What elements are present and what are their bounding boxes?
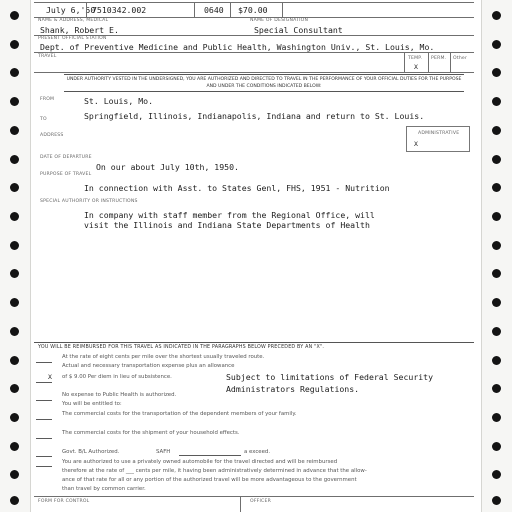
check-blank: [36, 362, 52, 363]
feed-hole: [10, 298, 19, 307]
feed-hole: [492, 413, 501, 422]
safh-blank: [179, 455, 241, 456]
perm-label: PERM.: [431, 56, 447, 61]
rule: [34, 52, 474, 53]
from-label: FROM: [40, 97, 55, 102]
footer-right-label: OFFICER: [250, 499, 271, 504]
purpose-value: In connection with Asst. to States Genl, FHS, 1951 - Nutrition: [84, 183, 390, 193]
temp-label: TEMP.: [408, 56, 423, 61]
check-blank: [36, 419, 52, 420]
feed-hole: [10, 269, 19, 278]
reimbursement-heading: YOU WILL BE REIMBURSED FOR THIS TRAVEL AS INDICATED IN THE PARAGRAPHS BELOW PRECEDED BY AN "X".: [38, 345, 325, 350]
departure-label: DATE OF DEPARTURE: [40, 155, 92, 160]
feed-hole: [10, 126, 19, 135]
to-value: Springfield, Illinois, Indianapolis, Indiana and return to St. Louis.: [84, 111, 425, 121]
feed-hole: [10, 241, 19, 250]
feed-hole: [10, 97, 19, 106]
amount-value: $70.00: [238, 5, 268, 15]
exceed-text: a exceed.: [244, 449, 271, 455]
feed-hole: [492, 155, 501, 164]
mileage-text: At the rate of eight cents per mile over the shortest usually traveled route.: [62, 354, 265, 360]
admin-mark: X: [414, 140, 418, 148]
departure-value: On our about July 10th, 1950.: [96, 162, 239, 172]
per-diem-mark: X: [48, 373, 52, 381]
temp-mark: X: [414, 63, 418, 71]
rule: [428, 52, 429, 72]
dependents-text: The commercial costs for the transportation of the dependent members of your family.: [62, 411, 297, 417]
rule: [230, 2, 231, 17]
feed-hole: [492, 327, 501, 336]
check-blank: [36, 400, 52, 401]
feed-hole: [10, 356, 19, 365]
household-text: The commercial costs for the shipment of your household effects.: [62, 430, 240, 436]
name-label: NAME & ADDRESS, MEDICAL: [38, 18, 109, 23]
feed-hole: [10, 413, 19, 422]
rule: [34, 342, 474, 343]
tractor-strip-right: [481, 0, 512, 512]
subject-line-2: Administrators Regulations.: [226, 384, 360, 394]
auto-line-4: than travel by common carrier.: [62, 486, 146, 492]
tractor-strip-left: [0, 0, 31, 512]
rule: [282, 2, 283, 17]
actual-expense-text: Actual and necessary transportation expense plus an allowance: [62, 363, 235, 369]
feed-hole: [492, 470, 501, 479]
rule: [194, 2, 195, 17]
feed-hole: [10, 384, 19, 393]
special-line-1: In company with staff member from the Regional Office, will: [84, 210, 375, 220]
feed-hole: [10, 327, 19, 336]
subject-line-1: Subject to limitations of Federal Security: [226, 372, 434, 382]
feed-hole: [10, 212, 19, 221]
rule: [450, 52, 451, 72]
feed-hole: [10, 68, 19, 77]
address-label: ADDRESS: [40, 133, 64, 138]
special-label: SPECIAL AUTHORITY OR INSTRUCTIONS: [40, 199, 138, 204]
designation-value: Special Consultant: [254, 25, 343, 35]
feed-hole: [10, 11, 19, 20]
feed-hole: [10, 183, 19, 192]
designation-label: NAME OF DESIGNATION: [250, 18, 309, 23]
other-label: Other: [453, 56, 468, 61]
check-blank: [36, 456, 52, 457]
rule: [404, 52, 405, 72]
code-value: 0640: [204, 5, 224, 15]
station-label: PRESENT OFFICIAL STATION: [38, 36, 107, 41]
feed-hole: [492, 356, 501, 365]
travel-authorization-form: [34, 0, 474, 512]
rule: [240, 496, 241, 512]
feed-hole: [10, 155, 19, 164]
safh-text: SAFH: [156, 449, 171, 455]
feed-hole: [10, 470, 19, 479]
rule: [34, 72, 474, 73]
feed-hole: [492, 269, 501, 278]
special-line-2: visit the Illinois and Indiana State Departments of Health: [84, 220, 370, 230]
check-blank: [36, 466, 52, 467]
check-blank: [36, 438, 52, 439]
rule: [86, 2, 87, 17]
from-value: St. Louis, Mo.: [84, 96, 154, 106]
admin-box: [406, 126, 470, 152]
feed-hole: [492, 183, 501, 192]
to-label: TO: [40, 117, 47, 122]
feed-hole: [492, 384, 501, 393]
feed-hole: [492, 97, 501, 106]
rule: [34, 2, 474, 3]
feed-hole: [10, 496, 19, 505]
admin-label: ADMINISTRATIVE: [418, 131, 460, 136]
feed-hole: [492, 212, 501, 221]
travel-label: TRAVEL: [38, 54, 57, 59]
no-expense-text: No expense to Public Health is authorized.: [62, 392, 177, 398]
feed-hole: [492, 241, 501, 250]
entitled-text: You will be entitled to:: [62, 401, 122, 407]
feed-hole: [492, 68, 501, 77]
feed-hole: [492, 126, 501, 135]
rule: [34, 496, 474, 497]
feed-hole: [492, 11, 501, 20]
feed-hole: [492, 496, 501, 505]
feed-hole: [10, 442, 19, 451]
station-value: Dept. of Preventive Medicine and Public Health, Washington Univ., St. Louis, Mo.: [40, 42, 435, 52]
appropriation-value: 7510342.002: [92, 5, 147, 15]
purpose-label: PURPOSE OF TRAVEL: [40, 172, 92, 177]
auto-line-2: therefore at the rate of ___ cents per mile, it having been administratively determined in advance that the allow-: [62, 468, 367, 474]
auto-line-3: ance of that rate for all or any portion of the authorized travel will be more advantageous to the government: [62, 477, 357, 483]
per-diem-text: of $ 9.00 Per diem in lieu of subsistence.: [62, 374, 172, 380]
feed-hole: [492, 298, 501, 307]
name-value: Shank, Robert E.: [40, 25, 119, 35]
check-blank: [36, 382, 52, 383]
footer-left-label: FORM FOR CONTROL: [38, 499, 90, 504]
date-value: July 6,'50: [46, 5, 96, 15]
auto-line-1: You are authorized to use a privately owned automobile for the travel directed and will be reimbursed: [62, 459, 338, 465]
feed-hole: [492, 442, 501, 451]
authority-statement: UNDER AUTHORITY VESTED IN THE UNDERSIGNED, YOU ARE AUTHORIZED AND DIRECTED TO TRAVEL IN THE PERFORMANCE OF YOUR OFFICIAL DUTIES FOR THE PURPOSE AND UNDER THE CONDITIONS INDICATED BELOW:: [64, 74, 464, 92]
feed-hole: [10, 40, 19, 49]
feed-hole: [492, 40, 501, 49]
govt-auth-text: Govt. B/L Authorized.: [62, 449, 120, 455]
